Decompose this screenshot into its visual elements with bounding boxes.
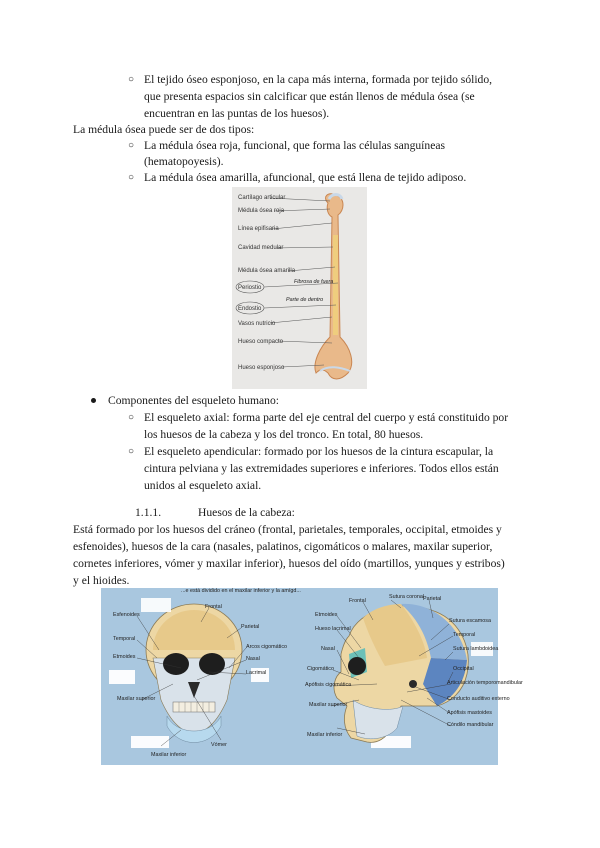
side-skull-label: Apófisis mastoides xyxy=(447,710,492,716)
skull-caption-fragment: ...e está dividido en el maxilar inferior y la amígd... xyxy=(181,588,301,594)
circle-bullet-icon: ○ xyxy=(128,412,135,423)
circle-bullet-icon: ○ xyxy=(128,140,135,151)
medula-intro: La médula ósea puede ser de dos tipos: xyxy=(73,123,255,136)
bone-label: Cartílago articular xyxy=(238,195,286,201)
section-heading: Huesos de la cabeza: xyxy=(198,506,295,519)
circle-bullet-icon: ○ xyxy=(128,446,135,457)
front-skull-label: Etmoides xyxy=(113,654,136,660)
front-skull-label: Maxilar inferior xyxy=(151,752,187,758)
bone-label: Médula ósea amarilla xyxy=(238,268,296,274)
bone-label: Médula ósea roja xyxy=(238,208,285,214)
side-skull-label: Conducto auditivo externo xyxy=(447,696,510,702)
side-skull-label: Etmoides xyxy=(315,612,338,618)
side-skull-label: Cigomático xyxy=(307,666,334,672)
side-skull-label: Parietal xyxy=(423,596,442,602)
bullet-disc-icon xyxy=(91,398,96,403)
side-skull-label: Frontal xyxy=(349,598,366,604)
side-skull-label: Maxilar superior xyxy=(309,702,348,708)
side-skull-label: Occipital xyxy=(453,666,474,672)
axial-line-1: El esqueleto axial: forma parte del eje central del cuerpo y está constituido por xyxy=(144,411,509,424)
side-skull-label: Hueso lacrimal xyxy=(315,626,351,632)
skull-figure xyxy=(101,588,523,765)
medula-amarilla: La médula ósea amarilla, afuncional, que está llena de tejido adiposo. xyxy=(144,171,467,184)
circle-bullet-icon: ○ xyxy=(128,74,135,85)
side-skull-label: Sutura lambdoidea xyxy=(453,646,499,652)
bone-label: Línea epifisaria xyxy=(238,226,279,232)
front-skull-label: Lacrimal xyxy=(246,670,267,676)
cabeza-line-1: Está formado por los huesos del cráneo (frontal, parietales, temporales, occipital, etmoides y xyxy=(73,523,502,536)
apendicular-line-3: unidos al esqueleto axial. xyxy=(144,479,262,492)
front-skull-label: Vómer xyxy=(211,742,227,748)
apendicular-line-2: cintura pelviana y las extremidades superiores e inferiores. Todos ellos están xyxy=(144,462,499,475)
bone-label: Endostio xyxy=(238,306,262,312)
side-skull-label: Maxilar inferior xyxy=(307,732,343,738)
front-skull-label: Frontal xyxy=(205,604,222,610)
medula-roja-line-2: (hematopoyesis). xyxy=(144,155,224,168)
front-skull-label: Esfenoides xyxy=(113,612,140,618)
front-skull-label: Maxilar superior xyxy=(117,696,156,702)
axial-line-2: los huesos de la cabeza y los del tronco. En total, 80 huesos. xyxy=(144,428,424,441)
cabeza-line-3: cornetes inferiores, vómer y maxilar inferior), huesos del oído (martillos, yunques y estribos) xyxy=(73,557,505,570)
front-skull-label: Parietal xyxy=(241,624,260,630)
side-skull-label: Sutura coronal xyxy=(389,594,425,600)
side-skull-label: Articulación temporomandibular xyxy=(447,680,523,686)
side-skull-label: Sutura escamosa xyxy=(449,618,491,624)
bone-label: Periostio xyxy=(238,285,262,291)
bone-label: Hueso compacto xyxy=(238,339,284,345)
front-skull-label: Arcos cigomático xyxy=(246,644,288,650)
esponjoso-line-2: que presenta espacios sin calcificar que están llenos de médula ósea (se xyxy=(144,90,475,103)
cabeza-line-2: esfenoides), huesos de la cara (nasales, palatinos, cigomáticos o malares, maxilar superior, xyxy=(73,540,493,553)
cabeza-line-4: y el hioides. xyxy=(73,574,130,587)
esponjoso-line-3: encuentran en las puntas de los huesos). xyxy=(144,107,330,120)
section-number: 1.1.1. xyxy=(135,506,162,519)
side-skull-label: Nasal xyxy=(321,646,335,652)
bone-label: Vasos nutricio xyxy=(238,321,276,327)
long-bone-diagram xyxy=(232,187,367,389)
handwritten-note: Fibrosa de fuera xyxy=(294,279,334,285)
skull-diagram xyxy=(101,588,523,765)
medula-roja-line-1: La médula ósea roja, funcional, que forma las células sanguíneas xyxy=(144,139,446,152)
componentes-heading: Componentes del esqueleto humano: xyxy=(108,394,279,407)
front-skull-label: Nasal xyxy=(246,656,260,662)
side-skull-label: Temporal xyxy=(453,632,476,638)
handwritten-note: Parte de dentro xyxy=(286,297,324,303)
side-skull-label: Cóndilo mandibular xyxy=(447,722,494,728)
front-skull-label: Temporal xyxy=(113,636,136,642)
side-skull-label: Apófisis cigomática xyxy=(305,682,352,688)
esponjoso-line-1: El tejido óseo esponjoso, en la capa más interna, formada por tejido sólido, xyxy=(144,73,493,86)
bone-label: Cavidad medular xyxy=(238,245,284,251)
apendicular-line-1: El esqueleto apendicular: formado por los huesos de la cintura escapular, la xyxy=(144,445,494,458)
bone-label: Hueso esponjoso xyxy=(238,365,285,371)
circle-bullet-icon: ○ xyxy=(128,172,135,183)
long-bone-figure xyxy=(232,187,367,389)
